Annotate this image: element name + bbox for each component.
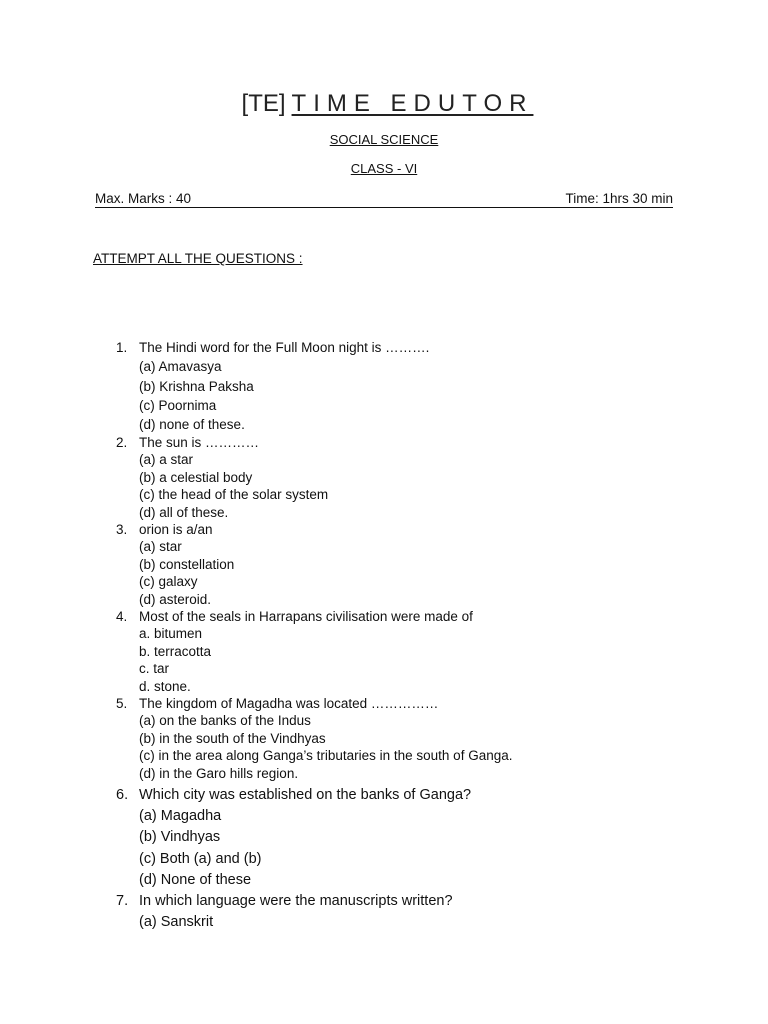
max-marks: Max. Marks : 40 <box>95 191 192 206</box>
option: c. tar <box>139 661 170 677</box>
question-text: The sun is ………… <box>139 435 260 450</box>
option: (d) all of these. <box>139 504 229 520</box>
option: a. bitumen <box>139 626 203 642</box>
question-number: 5. <box>116 696 128 711</box>
option: (d) in the Garo hills region. <box>139 765 299 781</box>
question-text: In which language were the manuscripts written? <box>139 893 453 909</box>
question-1 <box>116 338 429 434</box>
option: (a) a star <box>139 452 194 468</box>
question-number: 4. <box>116 609 128 624</box>
option: (a) star <box>139 539 182 555</box>
document-title <box>0 88 768 120</box>
option: (d) None of these <box>139 871 252 888</box>
option: (a) Magadha <box>139 808 222 825</box>
option: (d) none of these. <box>139 417 245 433</box>
question-text: The Hindi word for the Full Moon night is ………. <box>139 340 430 355</box>
title-prefix: [TE] <box>241 90 286 117</box>
question-text: Most of the seals in Harrapans civilisation were made of <box>139 609 473 624</box>
option: (d) asteroid. <box>139 591 212 607</box>
option: (b) Vindhyas <box>139 829 221 846</box>
option: (c) Poornima <box>139 397 217 413</box>
option: (b) constellation <box>139 556 235 572</box>
option: (b) in the south of the Vindhyas <box>139 730 326 746</box>
question-text: The kingdom of Magadha was located …………… <box>139 696 439 711</box>
option: b. terracotta <box>139 643 212 659</box>
option: (a) Sanskrit <box>139 914 214 931</box>
option: (c) galaxy <box>139 574 198 590</box>
question-7 <box>116 891 453 933</box>
class-heading: CLASS - VI <box>350 161 418 176</box>
subject-heading: SOCIAL SCIENCE <box>329 132 439 147</box>
option: d. stone. <box>139 678 191 694</box>
question-text: orion is a/an <box>139 522 213 537</box>
question-number: 1. <box>116 340 128 355</box>
question-3 <box>116 521 234 608</box>
option: (b) a celestial body <box>139 469 253 485</box>
option: (b) Krishna Paksha <box>139 378 254 394</box>
marks-time-row <box>95 190 673 208</box>
question-4 <box>116 608 473 695</box>
question-number: 6. <box>116 787 129 803</box>
option: (c) the head of the solar system <box>139 487 329 503</box>
instruction: ATTEMPT ALL THE QUESTIONS : <box>93 251 303 266</box>
question-2 <box>116 434 328 521</box>
question-number: 2. <box>116 435 128 450</box>
option: (c) Both (a) and (b) <box>139 850 262 867</box>
question-text: Which city was established on the banks of Ganga? <box>139 787 472 803</box>
question-number: 7. <box>116 893 129 909</box>
option: (a) Amavasya <box>139 359 222 375</box>
question-5 <box>116 695 512 782</box>
brand-name: TIME EDUTOR <box>291 90 534 117</box>
option: (a) on the banks of the Indus <box>139 713 311 729</box>
option: (c) in the area along Ganga’s tributaries in the south of Ganga. <box>139 748 513 764</box>
question-6 <box>116 785 471 891</box>
time-allowed: Time: 1hrs 30 min <box>565 191 673 206</box>
question-number: 3. <box>116 522 128 537</box>
